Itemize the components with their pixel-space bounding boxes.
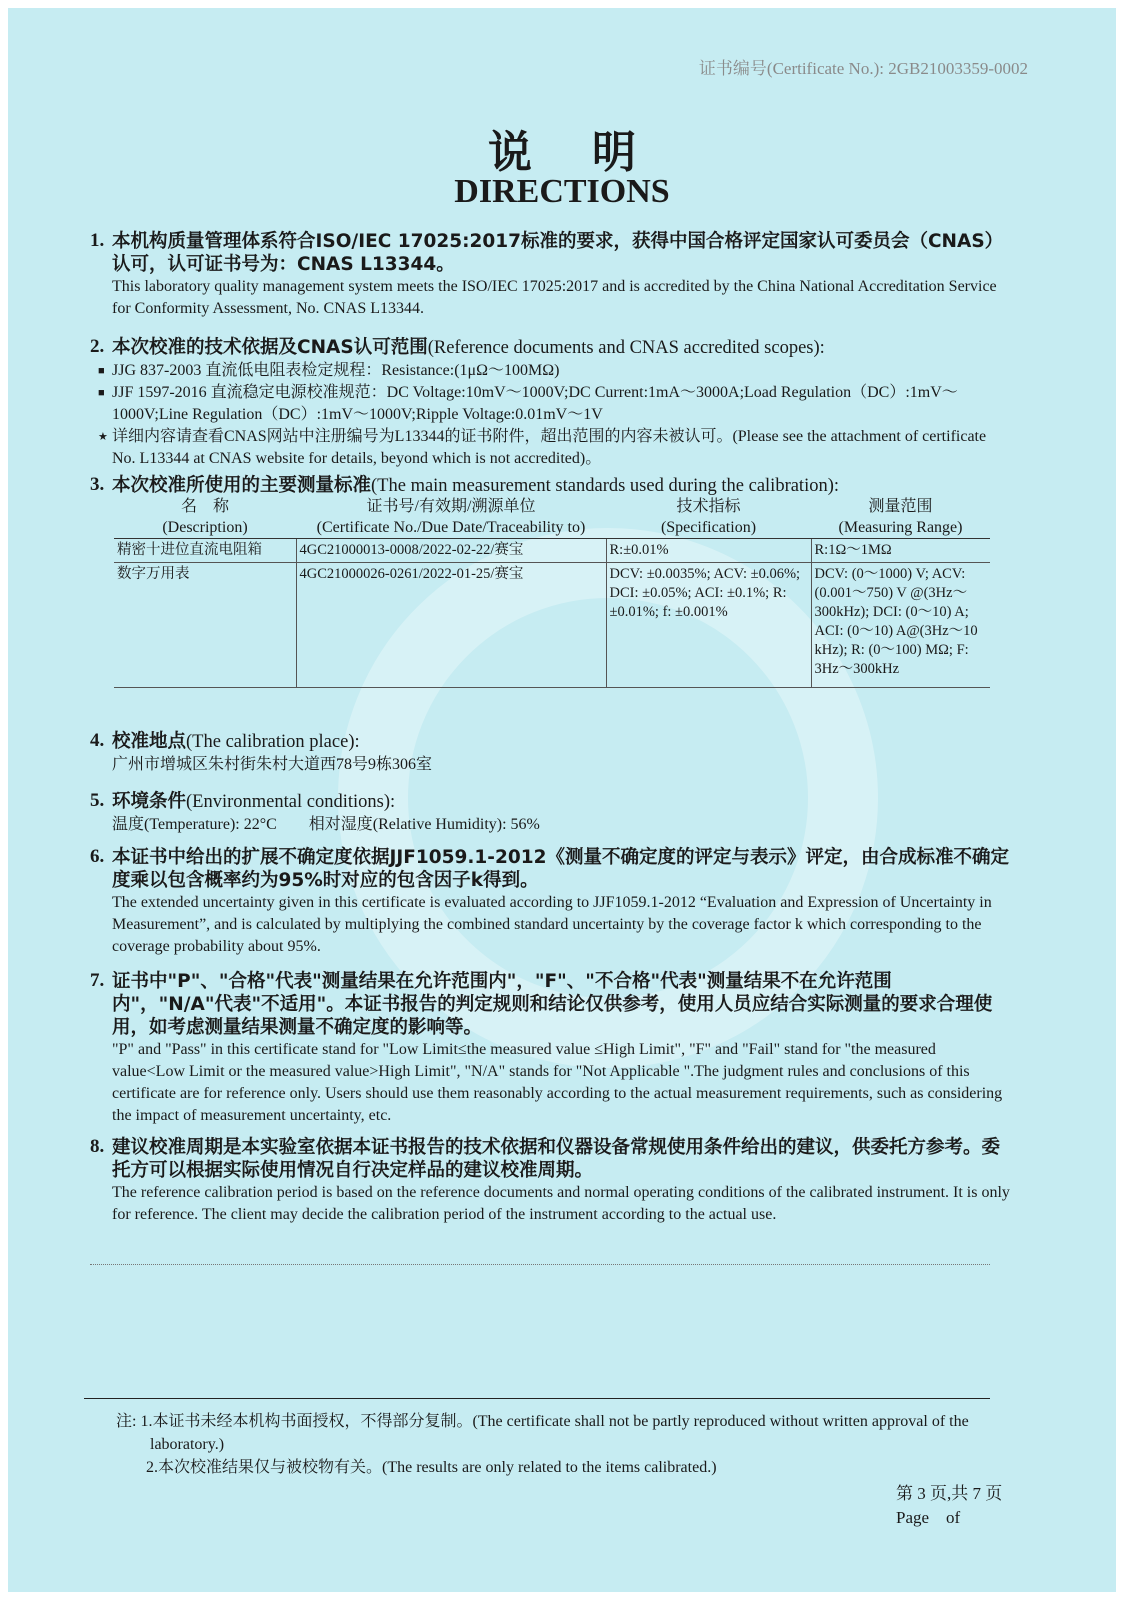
accreditation-note: ★ 详细内容请查看CNAS网站中注册编号为L13344的证书附件，超出范围的内容未被认可。(Please see the attachment of certificate No. L13344 at CNAS website for details, beyond which is not accredited)。: [98, 428, 987, 467]
page-number-cn: 第 3 页,共 7 页: [896, 1484, 1003, 1503]
certificate-number: 证书编号(Certificate No.): 2GB21003359-0002: [698, 59, 1028, 78]
table-cell: R:1Ω～1MΩ: [811, 539, 990, 563]
table-row: [114, 539, 990, 563]
table-cell: DCV: (0～1000) V; ACV: (0.001～750) V @(3Hz～300kHz); DCI: (0～10) A; ACI: (0～10) A@(3Hz～10 kHz); R: (0～100) MΩ; F: 3Hz～300kHz: [811, 563, 990, 688]
section-7: [90, 970, 1010, 1127]
section-text-en: The extended uncertainty given in this certificate is evaluated according to JJF1059.1-2012 “Evaluation and Expression of Uncertainty in Measurement”, and is calculated by multiplying the combined standard uncertainty by the coverage factor k which corresponding to the coverage probability about 95%.: [112, 894, 992, 955]
table-row: [114, 563, 990, 688]
section-heading-cn: 本次校准的技术依据及CNAS认可范围: [112, 337, 428, 358]
table-cell: 4GC21000013-0008/2022-02-22/赛宝: [296, 539, 606, 563]
page-title-en: DIRECTIONS: [454, 173, 670, 210]
page-number: [896, 1482, 1002, 1530]
section-number: 7.: [90, 970, 105, 991]
section-3: [90, 474, 1010, 498]
column-header: 名 称 (Description): [114, 496, 296, 539]
column-header: 技术指标 (Specification): [606, 496, 811, 539]
divider: [90, 1264, 990, 1265]
section-heading-en: (The main measurement standards used during the calibration):: [371, 476, 840, 496]
table-cell: 精密十进位直流电阻箱: [114, 539, 296, 563]
section-6: [90, 846, 1010, 958]
footer-divider: [84, 1398, 990, 1399]
section-8: [90, 1136, 1010, 1226]
table-cell: DCV: ±0.0035%; ACV: ±0.06%; DCI: ±0.05%; ACI: ±0.1%; R: ±0.01%; f: ±0.001%: [606, 563, 811, 688]
section-heading-cn: 本次校准所使用的主要测量标准: [112, 475, 372, 496]
section-heading-en: (Reference documents and CNAS accredited scopes):: [427, 338, 825, 358]
section-heading-cn: 建议校准周期是本实验室依据本证书报告的技术依据和仪器设备常规使用条件给出的建议，供委托方参考。委托方可以根据实际使用情况自行决定样品的建议校准周期。: [112, 1137, 1001, 1181]
section-number: 8.: [90, 1136, 105, 1157]
section-number: 5.: [90, 790, 105, 811]
table-cell: R:±0.01%: [606, 539, 811, 563]
list-item: ■ JJG 837-2003 直流低电阻表检定规程：Resistance:(1μΩ～100MΩ): [98, 362, 560, 379]
section-number: 2.: [90, 336, 105, 357]
section-5: [90, 790, 1010, 836]
page-number-en: Page of: [896, 1508, 961, 1527]
footer-note-2: 2.本次校准结果仅与被校物有关。(The results are only related to the items calibrated.): [146, 1459, 717, 1476]
page-title-cn: 说明: [488, 127, 696, 178]
table-cell: 4GC21000026-0261/2022-01-25/赛宝: [296, 563, 606, 688]
section-number: 4.: [90, 730, 105, 751]
section-text-en: The reference calibration period is based on the reference documents and normal operating conditions of the calibrated instrument. It is only for reference. The client may decide the calibration period of the instrument according to the actual use.: [112, 1184, 1010, 1223]
standards-table: [114, 496, 990, 688]
section-heading-cn: 环境条件: [112, 791, 187, 812]
column-header: 测量范围 (Measuring Range): [811, 496, 990, 539]
section-heading-cn: 校准地点: [112, 731, 187, 752]
section-number: 6.: [90, 846, 105, 867]
section-text-en: "P" and "Pass" in this certificate stand for "Low Limit≤the measured value ≤High Limit", "F" and "Fail" stand for "the measured value<Low Limit or the measured value>High Limit", "N/A" stands for "Not Applicable ".The judgment rules and conclusions of this certificate are for reference only. Users should use them reasonably according to the actual measurement requirements, such as considering the impact of measurement uncertainty, etc.: [112, 1041, 1003, 1124]
section-heading-en: (Environmental conditions):: [186, 792, 396, 812]
list-item: ■ JJF 1597-2016 直流稳定电源校准规范：DC Voltage:10mV～1000V;DC Current:1mA～3000A;Load Regulation（DC）:1mV～1000V;Line Regulation（DC）:1mV～1000V;Ripple Voltage:0.01mV～1V: [98, 384, 958, 423]
section-2: [90, 336, 1010, 470]
section-heading-cn: 证书中"P"、"合格"代表"测量结果在允许范围内"，"F"、"不合格"代表"测量结果不在允许范围内"，"N/A"代表"不适用"。本证书报告的判定规则和结论仅供参考，使用人员应结合实际测量的要求合理使用，如考虑测量结果测量不确定度的影响等。: [112, 971, 993, 1038]
section-1: [90, 230, 1010, 320]
section-heading-en: (The calibration place):: [186, 732, 360, 752]
calibration-address: 广州市增城区朱村街朱村大道西78号9栋306室: [112, 756, 433, 773]
table-cell: 数字万用表: [114, 563, 296, 688]
section-heading-cn: 本机构质量管理体系符合ISO/IEC 17025:2017标准的要求，获得中国合格评定国家认可委员会（CNAS）认可，认可证书号为：CNAS L13344。: [112, 231, 1004, 275]
table-header: [114, 496, 990, 539]
environment-values: 温度(Temperature): 22°C 相对湿度(Relative Humidity): 56%: [112, 816, 540, 833]
certificate-page: [8, 8, 1116, 1592]
column-header: 证书号/有效期/溯源单位 (Certificate No./Due Date/Traceability to): [296, 496, 606, 539]
footer-note-1: 注: 1.本证书未经本机构书面授权，不得部分复制。(The certificate shall not be partly reproduced without written approval of the laboratory.): [116, 1413, 969, 1453]
section-number: 1.: [90, 230, 105, 251]
section-number: 3.: [90, 474, 105, 495]
section-heading-cn: 本证书中给出的扩展不确定度依据JJF1059.1-2012《测量不确定度的评定与表示》评定，由合成标准不确定度乘以包含概率约为95%时对应的包含因子k得到。: [112, 847, 1009, 891]
section-4: [90, 730, 1010, 776]
footer-notes: [116, 1410, 996, 1479]
section-text-en: This laboratory quality management system meets the ISO/IEC 17025:2017 and is accredited by the China National Accreditation Service for Conformity Assessment, No. CNAS L13344.: [112, 278, 997, 317]
